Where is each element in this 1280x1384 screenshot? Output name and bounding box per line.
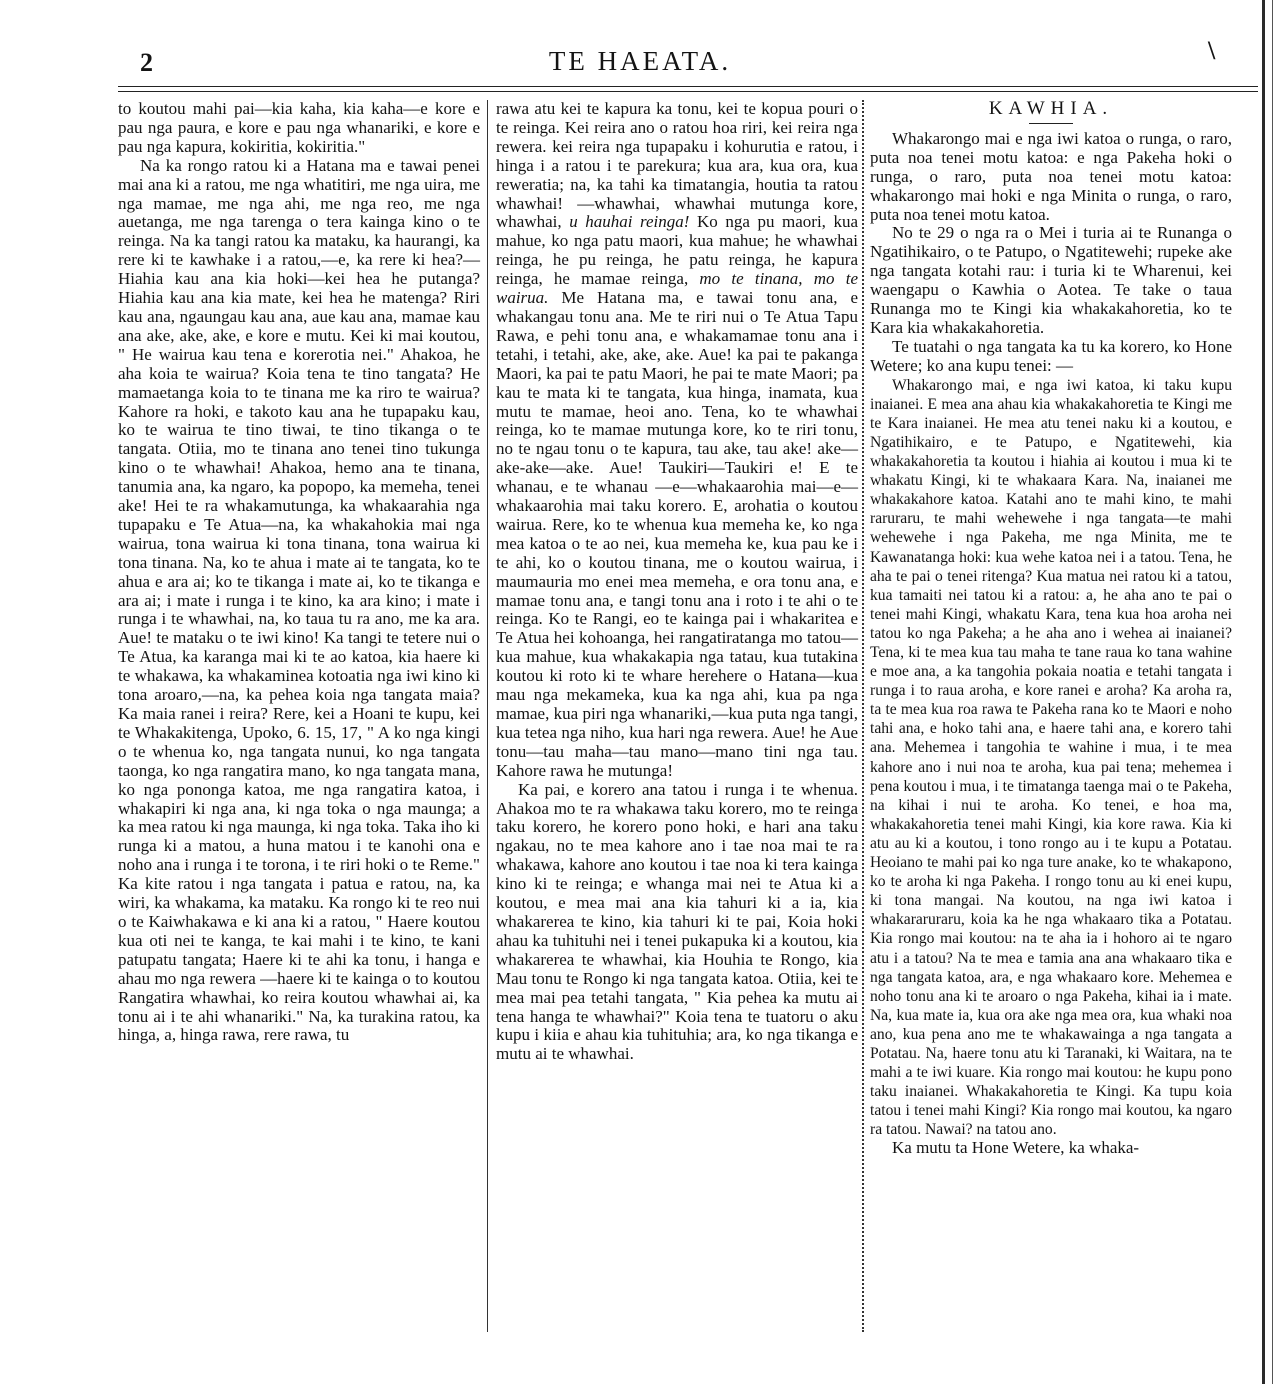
- page-number: 2: [140, 48, 153, 77]
- col3-paragraph-3: Te tuatahi o nga tangata ka tu ka korero, ko Hone Wetere; ko ana kupu tenei: —: [870, 336, 1232, 375]
- col2-p1-italic: u hauhai reinga!: [569, 212, 690, 232]
- col3-paragraph-5: Ka mutu ta Hone Wetere, ka whaka-: [892, 1138, 1140, 1158]
- column-2: [496, 100, 858, 1064]
- col2-p1-text: rawa atu kei te kapura ka tonu, kei te kopua pouri o te reinga. Kei reira ano o ratou hoa riri, kei reira nga rewera. kei reira nga tupapaku i kohurutia e ratou, i hinga i a ratou i te parekura; kua ara, kua ora, kua reweratia; na, ka tahi ka timatangia, houtia ta ratou whawhai! —whawhai, whawhai mutunga kore, whawhai,: [496, 99, 858, 232]
- masthead-title: TE HAEATA.: [548, 46, 732, 76]
- column-1: [118, 100, 480, 1045]
- page-edge-line-thin: [1272, 0, 1273, 1384]
- col2-paragraph-2: Ka pai, e korero ana tatou i runga i te whenua. Ahakoa mo te ra whakawa taku korero, mo te reinga taku korero, he korero pono hoki, e hari ana taku ngakau, no te mea kahore ano i tae noa mai te ra whakawa, kahore ano koutou i tae noa ki tera kainga kino ki te reinga; e whanga mai nei te Atua ki a koutou, e mea mai ana kia tahuri ki a ia, kia whakarerea te kino, kia tahuri ki te pai, Koia hoki ahau ka tuhituhi nei i tenei pukapuka ki a koutou, kia whakarerea te whawhai, kia Houhia te Rongo, kia Mau tonu te Rongo ki nga tangata katoa. Otiia, kei te mea mai pea tetahi tangata, " Kia pehea ka mutu ai tena hanga te whawhai?" Koia tena te tuatoru o aku kupu i kiia e ahau kia tuhituhia; ara, ko nga tikanga e mutu ai te whawhai.: [496, 779, 858, 1064]
- col2-p1-end: Me Hatana ma, e tawai tonu ana, e whakangau tonu ana. Me te riri nui o Te Atua Tapu Rawa, e pehi tonu ana, e whakamamae tonu ana i tetahi, i tetahi, ake, ake, ake. Aue! ka pai te pakanga Maori, ka pai te patu Maori, he pai te mate Maori; pa kau te mata ki te tangata, kua hinga, inamata, kua mutu te mamae, heoi ano. Tena, ko te whawhai reinga, ko te mamae mutunga kore, ko te riri tonu, no te ngau tonu o te kapura, tau ake, tau ake! ake—ake-ake—ake. Aue! Taukiri—Taukiri e! E te whanau, e te whanau —e—whakaarohia mai—e—whakaarohia mai taku korero. E, arohatia o koutou wairua. Rere, ko te whenua kua memeha ke, ko nga mea katoa o te ao nei, kua memeha ke, kua pau ke i te ahi, ko o koutou tinana, me o koutou wairua, i maumauria mo enei mea memeha, e ora tonu ana, e mamae tonu ana, e tangi tonu ana i roto i te ahi o te reinga. Ko te Rangi, eo te kainga pai i whakaritea e Te Atua hei kohoanga, hei rangatiratanga mo tatou—kua mahue, kua whakakapia nga tatau, kua tutakina koutou ki roto ki te whare herehere o Hatana—kua mau nga mekameka, kua ka nga ahi, kua pa nga mamae, kua piri nga whanariki,—kua puta nga tangi, kua tetea nga niho, kua hari nga rewera. Aue! he Aue tonu—tau maha—tau mano—mano tini nga tau. Kahore rawa he mutunga!: [496, 288, 859, 780]
- header-rule-top: [118, 86, 1258, 87]
- section-title-kawhia: KAWHIA.: [988, 98, 1114, 119]
- col1-paragraph-2: Na ka rongo ratou ki a Hatana ma e tawai penei mai ana ki a ratou, me nga whatitiri, me nga uira, me nga mamae, me nga ahi, me nga reo, me nga auetanga, me nga tarenga o tera kainga kino o te reinga. Na ka tangi ratou ka mataku, ka haurangi, ka rere ki te kawhake i a ratou,—e, ka rere ki hea?—Hiahia kau ana kia hoki—kei hea he putanga? Hiahia kau ana kia mate, kei hea he matenga? Riri kau ana, ngaungau kau ana, aue kau ana, mamae kau ana ake, ake, ake, e kore e mutu. Kei ki mai koutou, " He wairua kau tena e korerotia nei." Ahakoa, he aha koia te wairua? Koia tena te tino tangata? He mamaetanga koia to te tinana me ka riro te wairua? Kahore ra hoki, e takoto kau ana he tupapaku kau, ko te wairua te tino tiwai, te tino tikanga o te tangata. Otiia, mo te tinana ano tenei tino tukunga kino o te whawhai! Ahakoa, hemo ana te tinana, tanumia ana, ka ngaro, ka popopo, ka memeha, tenei ake! Hei te ra whakamutunga, ka whakaarahia nga tupapaku e Te Atua—na, ka whakahokia mai nga wairua, tona wairua ki tona tinana, tona wairua ki tona tinana. Na, ko te ahua i mate ai te tangata, ko te ahua e ara ai; ko te tikanga i mate ai, ko te tikanga e ara ai; i mate i runga i te kino, ka ara kino; i mate i runga i te whawhai, na, ko taua tu ra ano, me ka ara. Aue! te mataku o te iwi kino! Ka tangi te tetere nui o Te Atua, ka karanga mai ki te ao katoa, kia haere ki te whakawa, ka whakaminea kotoatia nga iwi kino ki tona aroaro,—na, ka pehea koia nga tangata maia? Ka maia ranei i reira? Rere, kei a Hoani te kupu, kei te Whakakitenga, Upoko, 6. 15, 17, " A ko nga kingi o te whenua ko, nga tangata nunui, ko nga tangata taonga, ko nga rangatira mano, ko nga tangata mana, ko nga pononga katoa, me nga rangatira katoa, i whakapiri ki nga ana, ki nga toka o nga maunga; a ka mea ratou ki nga maunga, ki nga toka. Taka iho ki runga ki a matou, a huna matou i te kanohi ona e noho ana i runga i te torona, i te riri hoki o te Reme." Ka kite ratou i nga tangata i patua e ratou, na, ka wiri, ka whakama, ka mataku. Ka rongo ki te reo nui o te Kaiwhakawa e ki ana ki a ratou, " Haere koutou kua oti nei te kanga, te kai mahi i te kino, te kani patupatu tangata; Haere ki te ahi ka tonu, i hanga e ahau mo nga rewera —haere ki te kainga o to koutou Rangatira whawhai, ko reira koutou whawhai ai, ka tonu ai i te ahi whanariki." Na, ka turakina ratou, ka hinga, a, hinga rawa, rere rawa, tu: [118, 155, 480, 1045]
- header-rule-bottom: [118, 91, 1258, 92]
- col1-paragraph-1: to koutou mahi pai—kia kaha, kia kaha—e kore e pau nga paura, e kore e pau nga whanariki, e kore e pau nga kapura, kokiritia, kokiritia.": [118, 99, 480, 156]
- column-3: [870, 100, 1232, 1158]
- col2-p1-italic-2: mo te tinana, mo te wairua.: [496, 269, 858, 308]
- col3-paragraph-1: Whakarongo mai e nga iwi katoa o runga, o raro, puta noa tenei motu katoa: e nga Pakeha hoki o runga, o raro, puta noa tenei motu katoa: whakarongo mai hoki e nga Minita o runga, o raro, puta noa tenei motu katoa.: [870, 128, 1232, 224]
- col2-paragraph-1: [496, 100, 858, 781]
- page-edge-line: [1262, 0, 1265, 1384]
- column-divider-2: [862, 100, 864, 1332]
- corner-mark: \: [1208, 36, 1216, 65]
- section-title-rule: [1029, 123, 1073, 124]
- col2-p1-cont: Ko nga pu maori, kua mahue, ko nga patu maori, kua mahue; he whawhai reinga, he pu reinga, he patu reinga, he kapura reinga, he mamae reinga,: [496, 212, 859, 289]
- col3-paragraph-2: No te 29 o nga ra o Mei i turia ai te Runanga o Ngatihikairo, o te Patupo, o Ngatitewehi; rupeke ake nga tangata kotahi rau: i turia ki te Wharenui, kei waengapu o Kawhia o Aotea. Te take o taua Runanga mo te Kingi kia whakakahoretia, ko te Kara kia whakakahoretia.: [870, 223, 1232, 337]
- column-divider-1: [487, 100, 488, 1332]
- col3-paragraph-4: Whakarongo mai, e nga iwi katoa, ki taku kupu inaianei. E mea ana ahau kia whakakahoretia te Kingi me te Kara inaianei. He mea atu tenei naku ki a koutou, e Ngatihikairo, e te Patupo, e Ngatitewehi, kia whakakahoretia ta koutou i hiahia ai koutou i mua ki te whakatu Kingi, ki te whakaara Kara. Na, inaianei me whakakahore katoa. Katahi ano te mahi kino, te mahi raruraru, te mahi wehewehe i nga tangata—te mahi wehewehe i nga Pakeha, me nga Minita, me te Kawanatanga hoki: kua wehe katoa nei i a tatou. Tena, he aha te pai o tenei ritenga? Kua matua nei ratou ki a tatou, kua tamaiti nei tatou ki a ratou: a, he aha ano te pai o tenei mahi Kingi, whakatu Kara, tena kua hoa aroha nei tatou ko nga Pakeha; a he aha ano i wehea ai inaianei? Tena, ki te mea kua tau maha te tane raua ko tana wahine e moe ana, a ka tangohia pokaia noatia e tetahi tangata i runga i to raua aroha, e kore ranei e aroha? Ka aroha ra, ta te mea kua roa rawa te Pakeha rana ko te Maori e noho tahi ana, e hoko tahi ana, e haere tahi ana, e korero tahi ana. Mehemea i tangohia te wahine i mua, i te mea kahore ano i nui noa te aroha, kua pai tena; mehemea i pena koutou i mua, i te timatanga taenga mai o te Pakeha, na kihai i nui te aroha. Ko tenei, e hoa ma, whakakahoretia tenei mahi Kingi, kia kore rawa. Kia ki atu au ki a koutou, i tono rongo au i te kupu a Potatau. Heoiano te mahi pai ko nga ture anake, ko te whakapono, ko te aroha ki nga Pakeha. I rongo tonu au ki enei kupu, ki tona mangai. Na koutou, na nga iwi katoa i whakararuraru, koia ka he nga whakaaro tika a Potatau. Kia rongo mai koutou: na te aha ia i hohoro ai te ngaro atu i a tatou? Na te mea e tamia ana ana whakaaro tika e nga tangata katoa, ara, e nga whakaaro kore. Mehemea e noho tonu ana ki te aroaro o nga Pakeha, kihai ia i mate. Na, kua mate ia, kua ora ake nga mea ora, kua whaki noa ano, kua pena ano me te whakawainga a nga tangata a Potatau. Na, haere tonu atu ki Taranaki, ki Waitara, na te mahi a te iwi kuare. Kia rongo mai koutou: he kupu pono taku inaianei. Whakakahoretia te Kingi. Ka tupu koia tatou i tenei mahi Kingi? Kia rongo mai koutou, ka ngaro ra tatou. Nawai? na tatou ano.: [870, 376, 1232, 1139]
